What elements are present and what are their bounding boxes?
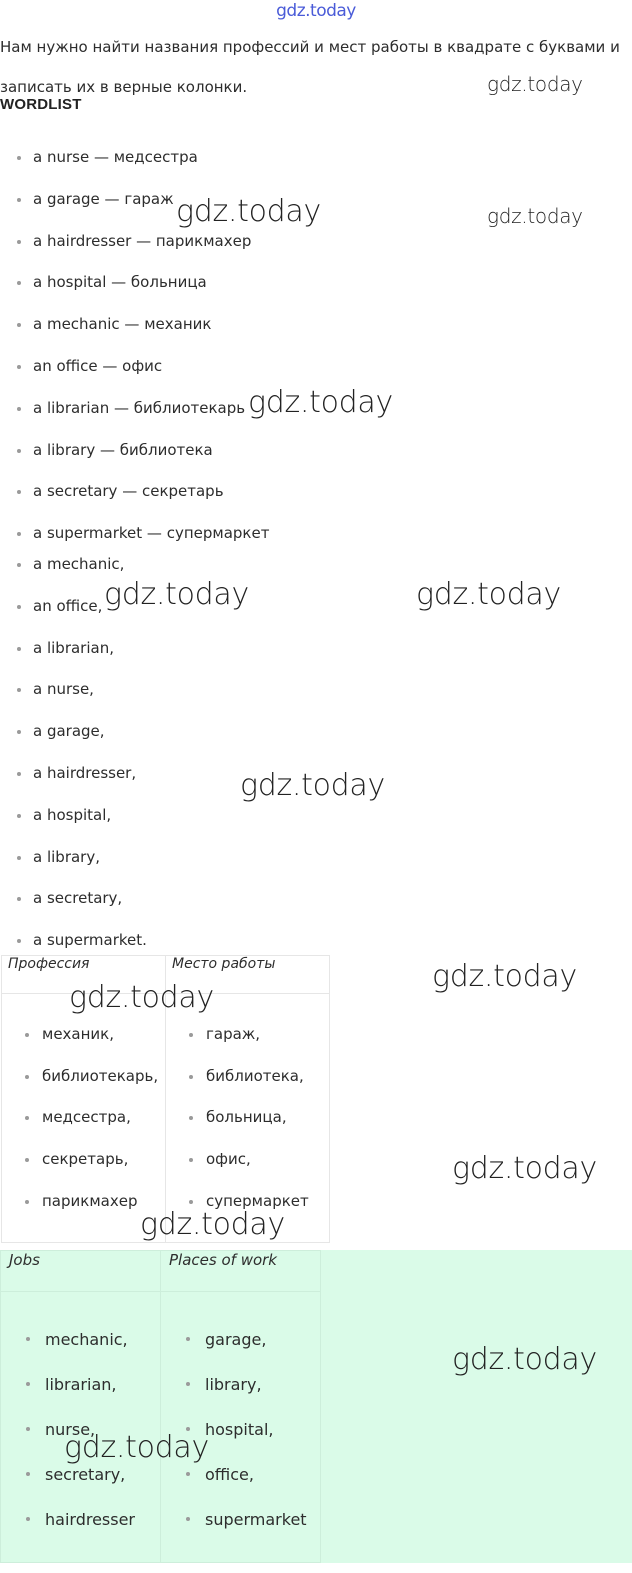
list-item: a secretary — секретарь (0, 471, 269, 513)
watermark: gdz.today (452, 1342, 597, 1377)
jobs-list (1, 1292, 160, 1562)
list-item: a secretary, (0, 878, 147, 920)
list-item: a supermarket. (0, 920, 147, 962)
bullet-icon (25, 1075, 29, 1079)
bullet-icon (189, 1200, 193, 1204)
wordlist (0, 137, 269, 555)
watermark: gdz.today (176, 194, 321, 229)
table-russian (1, 955, 330, 1243)
list-item: библиотека, (166, 1056, 329, 1098)
bullet-icon (17, 407, 21, 411)
table-row (2, 994, 330, 1243)
list-item: парикмахер (2, 1181, 165, 1223)
watermark: gdz.today (452, 1151, 597, 1186)
header-jobs: Jobs (1, 1251, 161, 1292)
watermark: gdz.today (240, 768, 385, 803)
bullet-icon (25, 1033, 29, 1037)
bullet-icon (17, 240, 21, 244)
bullet-icon (17, 156, 21, 160)
list-item: медсестра, (2, 1097, 165, 1139)
top-watermark: gdz.today (276, 1, 356, 21)
table-english (0, 1250, 632, 1563)
list-item: secretary, (1, 1452, 160, 1497)
bullet-icon (17, 490, 21, 494)
bullet-icon (189, 1116, 193, 1120)
list-item: a garage, (0, 711, 147, 753)
table-cell (166, 994, 330, 1243)
bullet-icon (17, 939, 21, 943)
list-item: a hospital — больница (0, 262, 269, 304)
list-item: supermarket (161, 1497, 320, 1542)
list-item: a supermarket — супермаркет (0, 513, 269, 555)
bullet-icon (25, 1158, 29, 1162)
list-item: garage, (161, 1317, 320, 1362)
intro-text: Нам нужно найти названия профессий и мест работы в квадрате с буквами и записать их в верные колонки. (0, 38, 620, 96)
list-item: a librarian — библиотекарь (0, 388, 269, 430)
bullet-icon (189, 1158, 193, 1162)
bullet-icon (17, 532, 21, 536)
bullet-icon (17, 281, 21, 285)
watermark: gdz.today (487, 204, 583, 228)
watermark: gdz.today (69, 980, 214, 1015)
bullet-icon (17, 688, 21, 692)
list-item: супермаркет (166, 1181, 329, 1223)
list-item: a librarian, (0, 628, 147, 670)
watermark: gdz.today (104, 577, 249, 612)
list-item: hospital, (161, 1407, 320, 1452)
bullet-icon (17, 198, 21, 202)
bullet-icon (186, 1382, 190, 1386)
bullet-icon (17, 730, 21, 734)
watermark: gdz.today (487, 72, 583, 96)
empty-cell (321, 1251, 632, 1292)
bullet-icon (186, 1517, 190, 1521)
list-item: librarian, (1, 1362, 160, 1407)
list-item: a hairdresser — парикмахер (0, 221, 269, 263)
table-row (1, 1292, 632, 1563)
bullet-icon (17, 605, 21, 609)
bullet-icon (26, 1472, 30, 1476)
bullet-icon (25, 1116, 29, 1120)
watermark: gdz.today (432, 959, 577, 994)
bullet-icon (26, 1337, 30, 1341)
list-item: library, (161, 1362, 320, 1407)
empty-cell (321, 1292, 632, 1563)
answer-list (0, 544, 147, 962)
list-item: a garage — гараж (0, 179, 269, 221)
wordlist-heading: WORDLIST (0, 96, 82, 113)
list-item: mechanic, (1, 1317, 160, 1362)
list-item: механик, (2, 1014, 165, 1056)
list-item: a hospital, (0, 795, 147, 837)
list-item: office, (161, 1452, 320, 1497)
watermark: gdz.today (416, 577, 561, 612)
table-header-row (1, 1251, 632, 1292)
bullet-icon (17, 897, 21, 901)
bullet-icon (17, 563, 21, 567)
table-cell (1, 1292, 161, 1563)
workplace-list (166, 994, 329, 1242)
list-item: hairdresser (1, 1497, 160, 1542)
profession-list (2, 994, 165, 1242)
list-item: a library, (0, 837, 147, 879)
list-item: a hairdresser, (0, 753, 147, 795)
table-cell (2, 994, 166, 1243)
list-item: a nurse, (0, 669, 147, 711)
bullet-icon (17, 323, 21, 327)
bullet-icon (17, 647, 21, 651)
list-item: a mechanic — механик (0, 304, 269, 346)
list-item: an office, (0, 586, 147, 628)
list-item: an office — офис (0, 346, 269, 388)
bullet-icon (186, 1427, 190, 1431)
bullet-icon (26, 1427, 30, 1431)
list-item: больница, (166, 1097, 329, 1139)
bullet-icon (189, 1075, 193, 1079)
bullet-icon (25, 1200, 29, 1204)
bullet-icon (26, 1382, 30, 1386)
bullet-icon (17, 365, 21, 369)
header-places-of-work: Places of work (161, 1251, 321, 1292)
header-profession: Профессия (2, 956, 166, 994)
list-item: nurse, (1, 1407, 160, 1452)
watermark: gdz.today (248, 385, 393, 420)
table-cell (161, 1292, 321, 1563)
header-workplace: Место работы (166, 956, 330, 994)
table-header-row (2, 956, 330, 994)
list-item: секретарь, (2, 1139, 165, 1181)
list-item: a nurse — медсестра (0, 137, 269, 179)
watermark: gdz.today (140, 1207, 285, 1242)
list-item: библиотекарь, (2, 1056, 165, 1098)
bullet-icon (17, 814, 21, 818)
bullet-icon (17, 772, 21, 776)
places-list (161, 1292, 320, 1562)
bullet-icon (26, 1517, 30, 1521)
bullet-icon (17, 449, 21, 453)
list-item: a mechanic, (0, 544, 147, 586)
list-item: гараж, (166, 1014, 329, 1056)
bullet-icon (189, 1033, 193, 1037)
bullet-icon (17, 856, 21, 860)
bullet-icon (186, 1472, 190, 1476)
list-item: a library — библиотека (0, 430, 269, 472)
bullet-icon (186, 1337, 190, 1341)
watermark: gdz.today (64, 1430, 209, 1465)
list-item: офис, (166, 1139, 329, 1181)
